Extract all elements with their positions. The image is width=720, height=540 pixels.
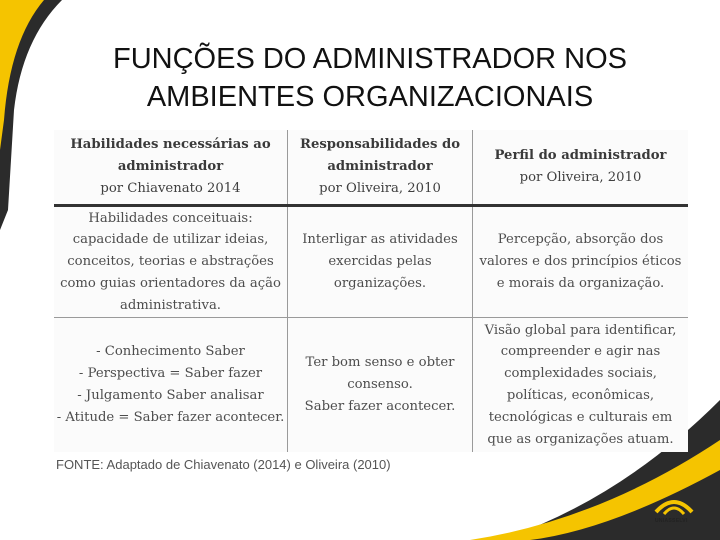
cell-line: e morais da organização. [496,275,665,291]
table-cell [473,207,688,317]
table-cell [288,207,472,317]
table-cell [54,207,287,317]
logo-text: UNIASSELVI [655,518,688,524]
header-text: Perfil do administrador [494,148,667,164]
cell-line: compreender e agir nas [500,344,661,360]
title-line-2: AMBIENTES ORGANIZACIONAIS [146,81,594,113]
cell-line: como guias orientadores da ação [60,275,281,291]
header-text: Habilidades necessárias ao [70,137,271,153]
cell-line: consenso. [347,377,413,393]
cell-line: administrativa. [120,297,221,313]
source-caption: FONTE: Adaptado de Chiavenato (2014) e Oliveira (2010) [56,457,391,472]
cell-line: que as organizações atuam. [487,431,674,447]
header-subtext: por Oliveira, 2010 [519,170,642,185]
header-cell-responsibilities [288,130,472,204]
cell-line: - Conhecimento Saber [96,344,245,360]
cell-line: Ter bom senso e obter [305,355,455,371]
cell-line: Habilidades conceituais: [88,210,253,226]
title-line-1: FUNÇÕES DO ADMINISTRADOR NOS [113,43,627,75]
cell-line: políticas, econômicas, [506,388,655,403]
header-text: Responsabilidades do [299,137,460,153]
header-text: administrador [327,159,433,175]
table-cell [54,318,287,452]
cell-line: exercidas pelas [328,254,432,270]
cell-line: Visão global para identificar, [484,322,677,338]
header-subtext: por Chiavenato 2014 [100,180,241,196]
header-cell-profile [473,130,688,204]
header-cell-skills [54,130,287,204]
cell-line: - Atitude = Saber fazer acontecer. [56,409,285,425]
cell-line: complexidades sociais, [504,366,657,382]
comparison-table [54,130,688,452]
header-subtext: por Oliveira, 2010 [319,180,441,196]
logo-icon [654,492,694,518]
cell-line: valores e dos princípios éticos [479,254,682,270]
cell-line: Interligar as atividades [302,232,458,248]
cell-line: Percepção, absorção dos [497,232,664,248]
table-cell [288,318,472,452]
cell-line: - Julgamento Saber analisar [77,388,264,403]
table-cell [473,318,688,452]
cell-line: tecnológicas e culturais em [488,409,673,425]
cell-line: organizações. [333,275,427,291]
cell-line: conceitos, teorias e abstrações [67,254,274,270]
cell-line: Saber fazer acontecer. [304,398,456,414]
page-title [40,40,700,116]
cell-line: - Perspectiva = Saber fazer [78,366,263,382]
cell-line: capacidade de utilizar ideias, [72,232,269,248]
header-text: administrador [117,159,224,175]
